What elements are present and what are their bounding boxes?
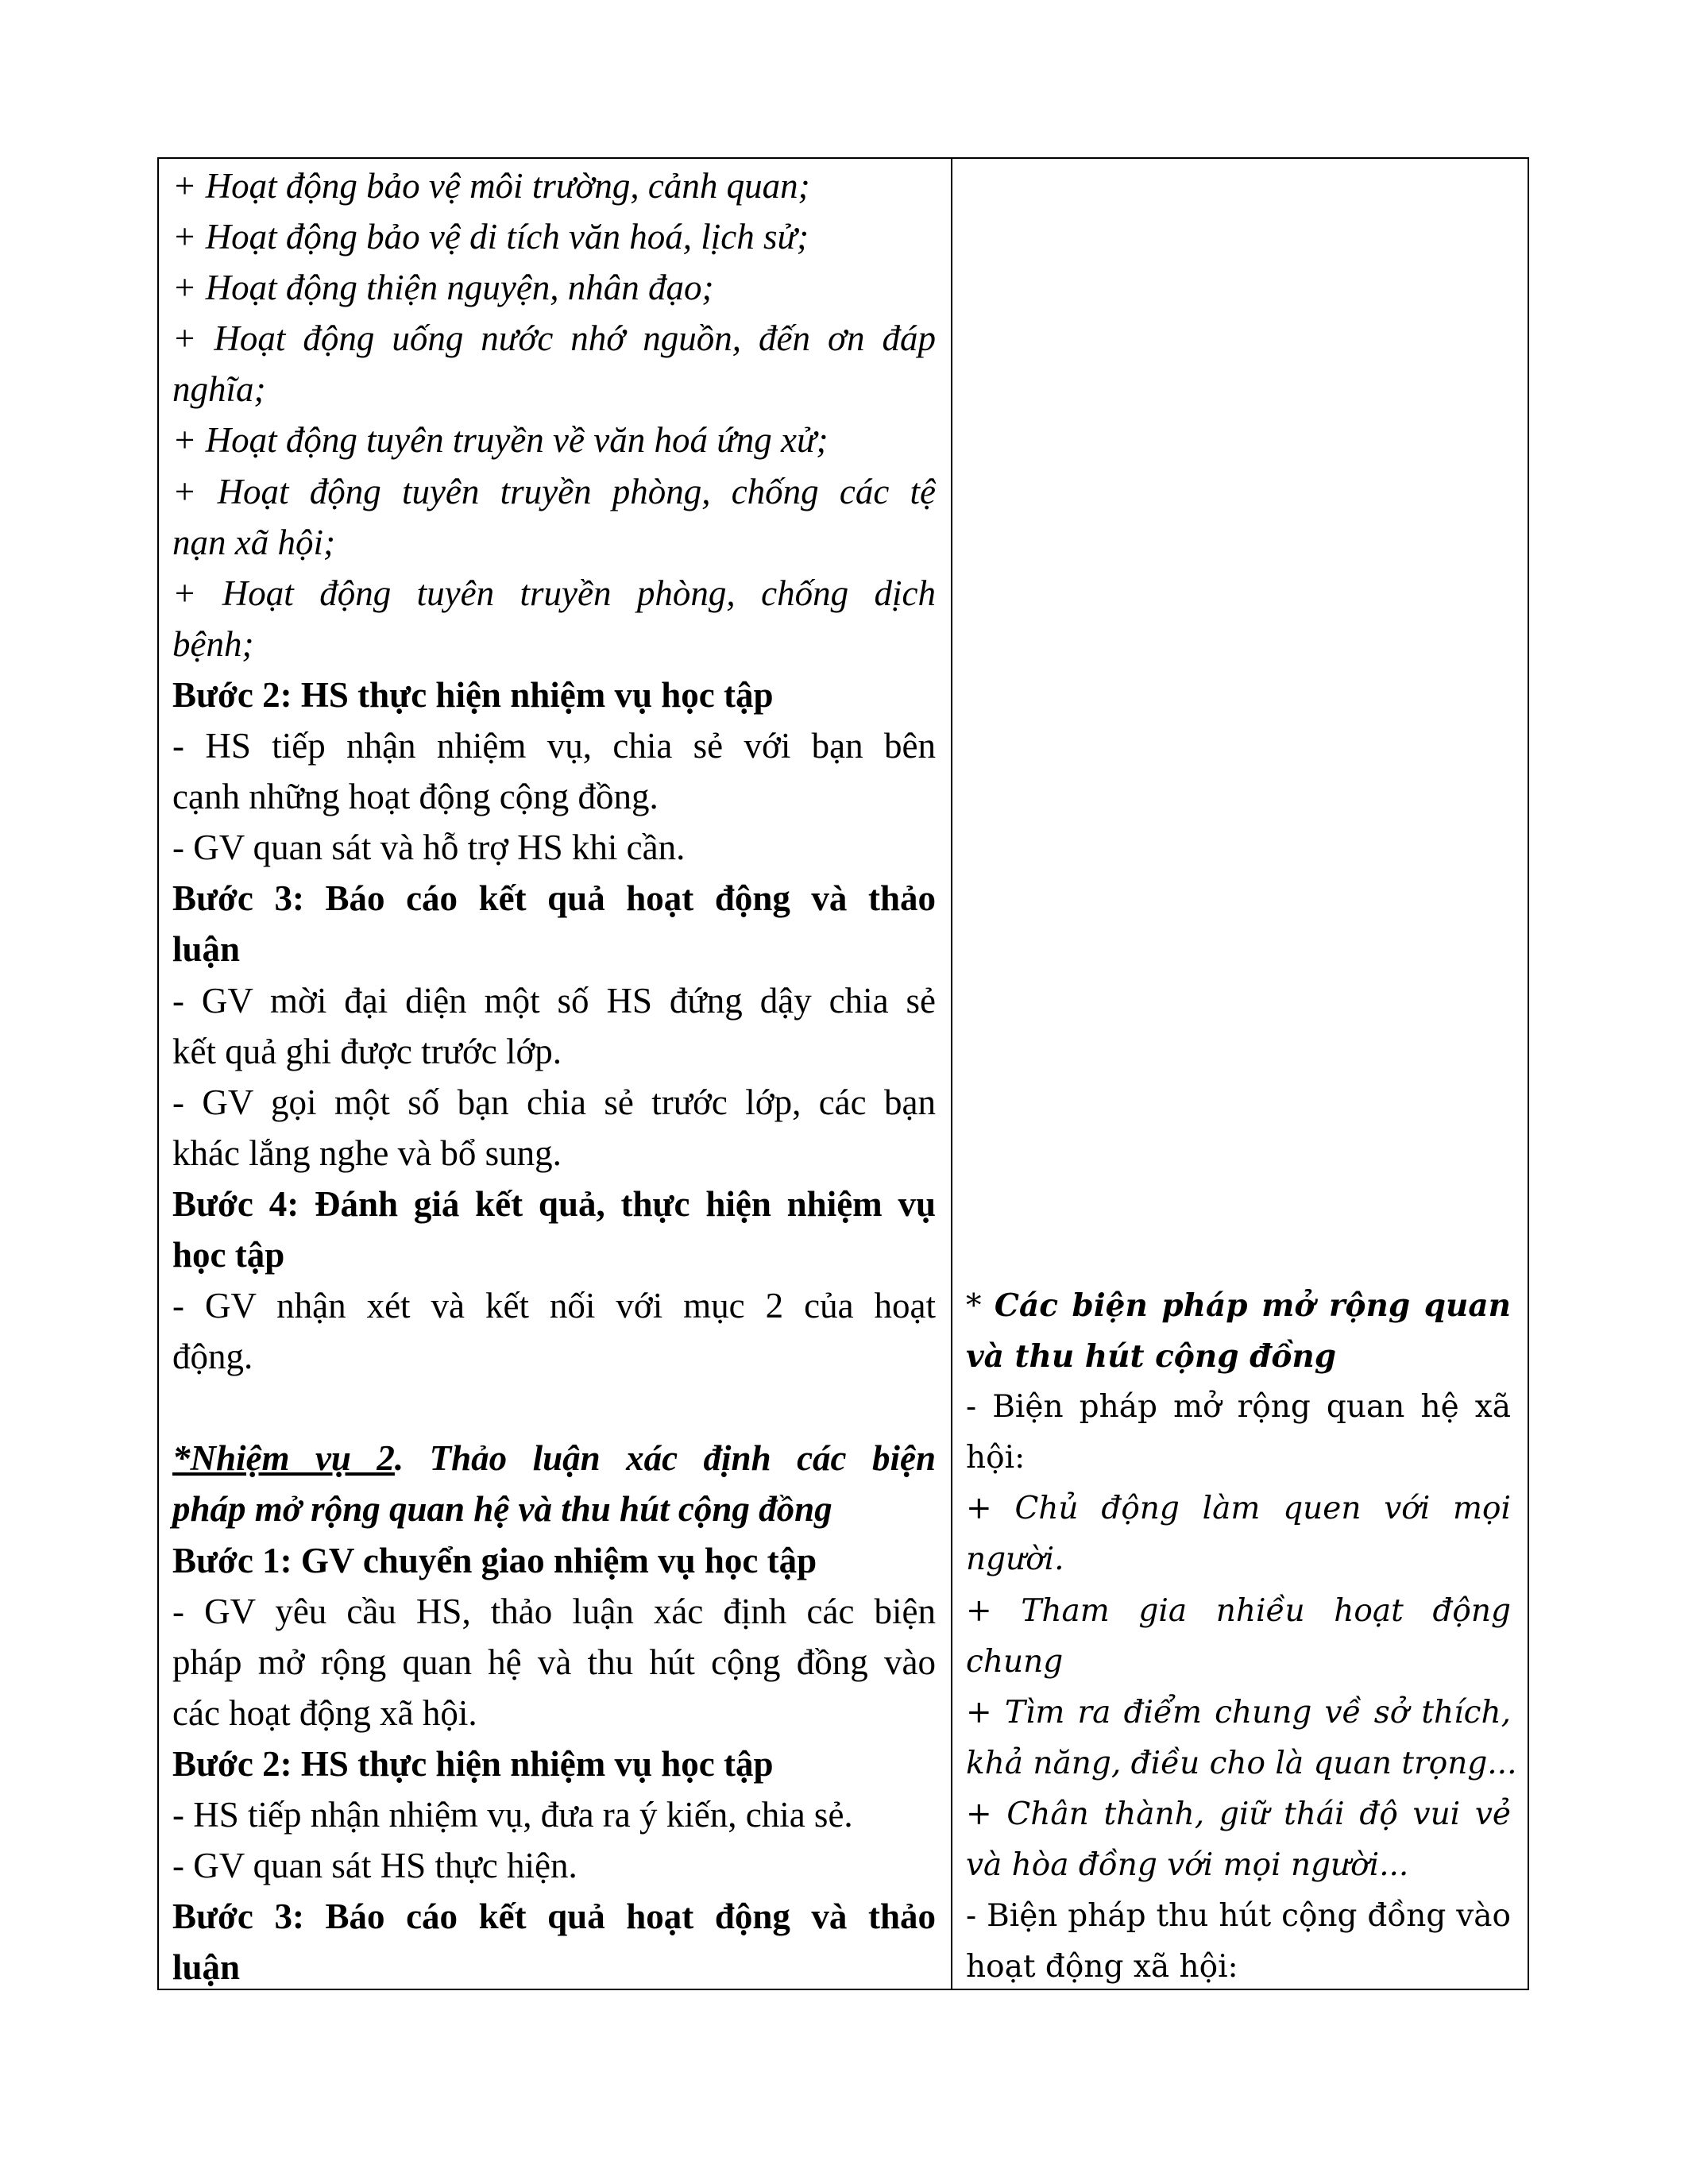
step-heading: Bước 1: GV chuyển giao nhiệm vụ học tập	[172, 1540, 817, 1580]
step-heading: luận	[172, 929, 241, 970]
step-heading: Bước 2: HS thực hiện nhiệm vụ học tập	[172, 1743, 774, 1784]
text-line: và hòa đồng với mọi người...	[966, 1847, 1409, 1884]
text-line: hoạt động xã hội:	[966, 1949, 1238, 1985]
text-line: + Tìm ra điểm chung về sở thích,	[966, 1694, 1511, 1731]
text-line: nghĩa;	[172, 369, 266, 410]
text-line: bệnh;	[172, 623, 254, 664]
text-line: + Hoạt động bảo vệ di tích văn hoá, lịch sử;	[172, 217, 809, 257]
step-heading: Bước 4: Đánh giá kết quả, thực hiện nhiệm vụ	[172, 1183, 936, 1224]
bullet-star: *	[966, 1288, 995, 1324]
blank-line	[172, 1382, 936, 1433]
text-line: - HS tiếp nhận nhiệm vụ, chia sẻ với bạn bên	[172, 726, 936, 766]
text-line: kết quả ghi được trước lớp.	[172, 1031, 562, 1071]
task-heading	[172, 1433, 936, 1484]
text-line: các hoạt động xã hội.	[172, 1692, 477, 1733]
text-line: - GV gọi một số bạn chia sẻ trước lớp, các bạn	[172, 1082, 936, 1122]
text-line: - GV quan sát và hỗ trợ HS khi cần.	[172, 828, 686, 868]
task-label: *Nhiệm vụ 2	[172, 1438, 395, 1479]
text-line: + Hoạt động thiện nguyện, nhân đạo;	[172, 268, 714, 308]
text-line: - HS tiếp nhận nhiệm vụ, đưa ra ý kiến, chia sẻ.	[172, 1795, 853, 1835]
step-heading: học tập	[172, 1234, 285, 1275]
text-line: - GV quan sát HS thực hiện.	[172, 1846, 577, 1886]
section-heading: và thu hút cộng đồng	[966, 1338, 1336, 1376]
text-line: động.	[172, 1337, 253, 1377]
text-line: - GV nhận xét và kết nối với mục 2 của hoạt	[172, 1286, 936, 1326]
step-heading: luận	[172, 1947, 241, 1988]
step-heading: Bước 3: Báo cáo kết quả hoạt động và thảo	[172, 1897, 936, 1937]
section-heading	[966, 1280, 1511, 1331]
text-line: khả năng, điều cho là quan trọng...	[966, 1745, 1517, 1781]
text-line: + Hoạt động uống nước nhớ nguồn, đến ơn đáp	[172, 318, 936, 359]
text-line: - Biện pháp thu hút cộng đồng vào	[966, 1898, 1511, 1935]
text-line: + Hoạt động tuyên truyền phòng, chống các tệ	[172, 471, 936, 511]
text-line: cạnh những hoạt động cộng đồng.	[172, 777, 659, 817]
text-line: + Chủ động làm quen với mọi	[966, 1491, 1511, 1527]
text-line: - GV mời đại diện một số HS đứng dậy chia sẻ	[172, 980, 936, 1021]
text-line: khác lắng nghe và bổ sung.	[172, 1133, 562, 1173]
task-title: . Thảo luận xác định các biện	[394, 1438, 936, 1479]
text-line: chung	[966, 1643, 1064, 1680]
text-line: - GV yêu cầu HS, thảo luận xác định các biện	[172, 1591, 936, 1631]
text-line: người.	[966, 1542, 1064, 1578]
section-title: Các biện pháp mở rộng quan	[994, 1287, 1511, 1324]
text-line: + Hoạt động bảo vệ môi trường, cảnh quan;	[172, 166, 810, 206]
text-line: pháp mở rộng quan hệ và thu hút cộng đồng vào	[172, 1642, 936, 1682]
step-heading: Bước 2: HS thực hiện nhiệm vụ học tập	[172, 674, 774, 715]
step-heading: Bước 3: Báo cáo kết quả hoạt động và thảo	[172, 878, 936, 919]
text-line: + Hoạt động tuyên truyền phòng, chống dịch	[172, 573, 936, 613]
text-line: + Tham gia nhiều hoạt động	[966, 1592, 1511, 1629]
right-cell	[966, 1280, 1517, 1993]
text-line: + Chân thành, giữ thái độ vui vẻ	[966, 1796, 1511, 1832]
text-line: nạn xã hội;	[172, 522, 335, 562]
column-divider	[951, 159, 952, 1989]
text-line: + Hoạt động tuyên truyền về văn hoá ứng xử;	[172, 420, 829, 461]
text-line: - Biện pháp mở rộng quan hệ xã	[966, 1389, 1511, 1426]
content-table	[157, 157, 1529, 1990]
left-cell	[172, 160, 936, 1993]
task-heading: pháp mở rộng quan hệ và thu hút cộng đồng	[172, 1489, 832, 1530]
text-line: hội:	[966, 1440, 1026, 1476]
